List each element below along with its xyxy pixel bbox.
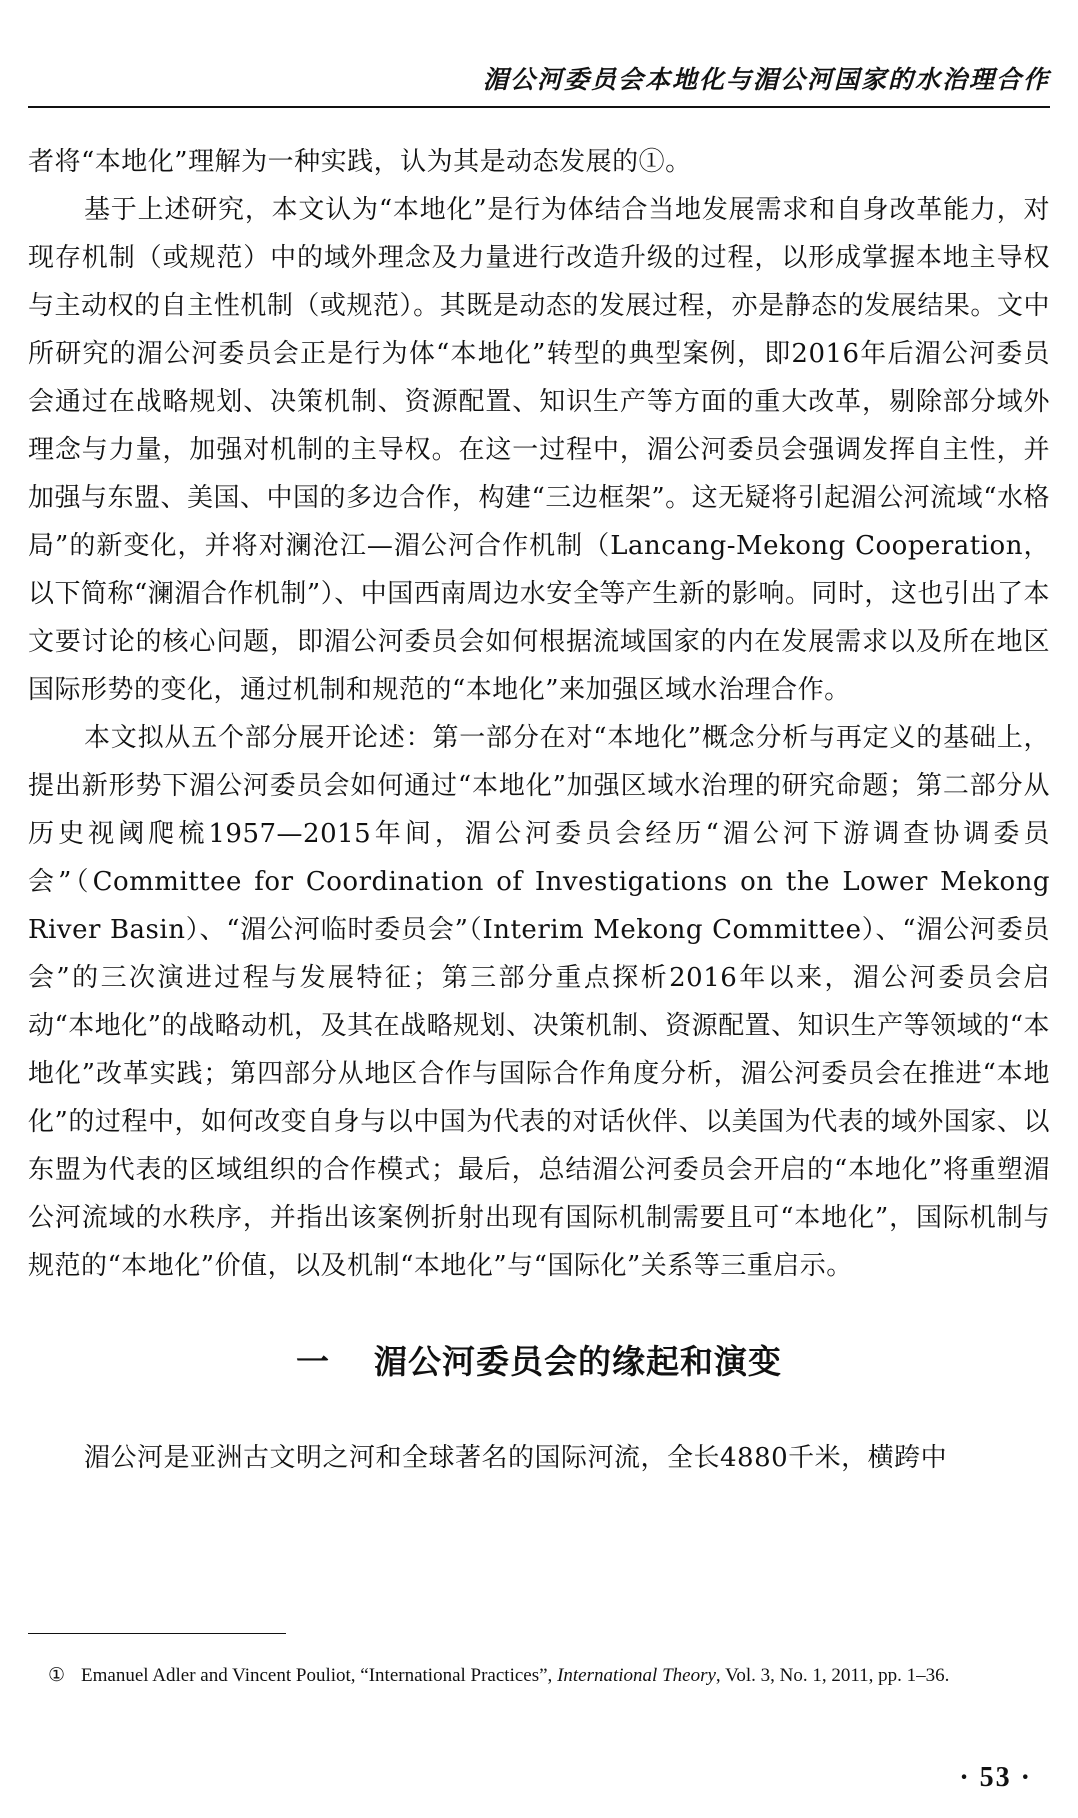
running-header [28,60,1050,108]
footnote-citation: Emanuel Adler and Vincent Pouliot, “International Practices”, [81,1665,558,1686]
footnote [28,1660,1050,1692]
section-heading [28,1338,1050,1386]
section-number: 一 [296,1342,330,1381]
body-text [28,138,1050,1482]
footnote-rule [28,1633,286,1634]
page-number: · 53 · [959,1762,1032,1793]
paragraph-definition: 基于上述研究，本文认为“本地化”是行为体结合当地发展需求和自身改革能力，对现存机制（或规范）中的域外理念及力量进行改造升级的过程，以形成掌握本地主导权与主动权的自主性机制（或规范）。其既是动态的发展过程，亦是静态的发展结果。文中所研究的湄公河委员会正是行为体“本地化”转型的典型案例，即2016年后湄公河委员会通过在战略规划、决策机制、资源配置、知识生产等方面的重大改革，剔除部分域外理念与力量，加强对机制的主导权。在这一过程中，湄公河委员会强调发挥自主性，并加强与东盟、美国、中国的多边合作，构建“三边框架”。这无疑将引起湄公河流域“水格局”的新变化，并将对澜沧江—湄公河合作机制（Lancang-Mekong Cooperation，以下简称“澜湄合作机制”）、中国西南周边水安全等产生新的影响。同时，这也引出了本文要讨论的核心问题，即湄公河委员会如何根据流域国家的内在发展需求以及所在地区国际形势的变化，通过机制和规范的“本地化”来加强区域水治理合作。 [28,195,1050,705]
footnote-marker: ① [48,1665,66,1686]
footnote-journal: International Theory [557,1665,716,1686]
paragraph-section-start: 湄公河是亚洲古文明之河和全球著名的国际河流，全长4880千米，横跨中 [84,1443,948,1473]
paragraph-continued: 者将“本地化”理解为一种实践，认为其是动态发展的①。 [28,147,692,177]
paragraph-outline: 本文拟从五个部分展开论述：第一部分在对“本地化”概念分析与再定义的基础上，提出新形势下湄公河委员会如何通过“本地化”加强区域水治理的研究命题；第二部分从历史视阈爬梳1957—2015年间，湄公河委员会经历“湄公河下游调查协调委员会”（Committee for Coordination of Investigations on the Lower Mekong River Basin）、“湄公河临时委员会”（Interim Mekong Committee）、“湄公河委员会”的三次演进过程与发展特征；第三部分重点探析2016年以来，湄公河委员会启动“本地化”的战略动机，及其在战略规划、决策机制、资源配置、知识生产等领域的“本地化”改革实践；第四部分从地区合作与国际合作角度分析，湄公河委员会在推进“本地化”的过程中，如何改变自身与以中国为代表的对话伙伴、以美国为代表的域外国家、以东盟为代表的区域组织的合作模式；最后，总结湄公河委员会开启的“本地化”将重塑湄公河流域的水秩序，并指出该案例折射出现有国际机制需要且可“本地化”，国际机制与规范的“本地化”价值，以及机制“本地化”与“国际化”关系等三重启示。 [28,723,1050,1281]
footnote-volume: , Vol. 3, No. 1, 2011, pp. 1–36. [715,1665,950,1686]
running-header-title: 湄公河委员会本地化与湄公河国家的水治理合作 [482,65,1050,94]
section-title: 湄公河委员会的缘起和演变 [374,1342,782,1381]
